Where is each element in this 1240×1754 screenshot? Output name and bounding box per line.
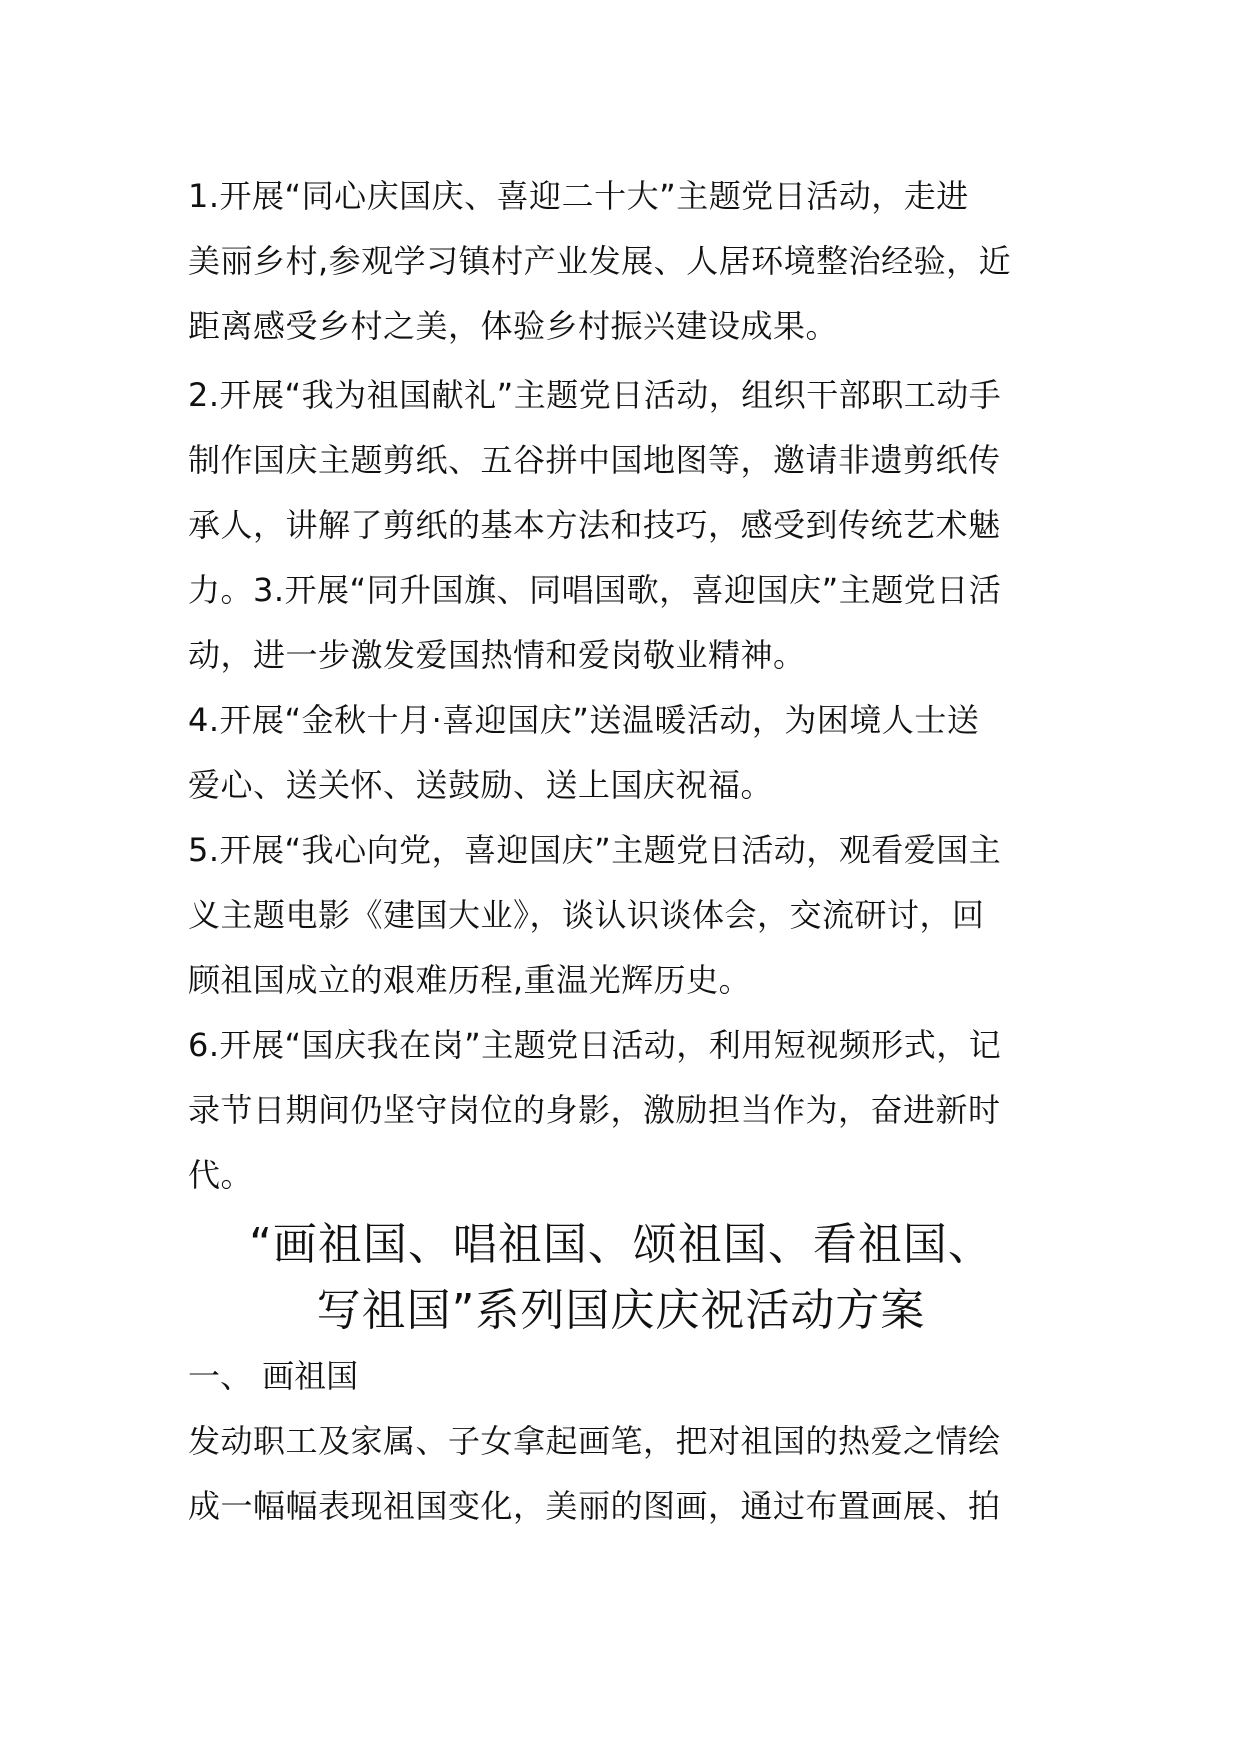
section-heading: 一、 画祖国	[188, 1357, 359, 1395]
text-line: 录节日期间仍坚守岗位的身影，激励担当作为，奋进新时	[188, 1091, 1001, 1129]
text-line: 制作国庆主题剪纸、五谷拼中国地图等，邀请非遗剪纸传	[188, 441, 1001, 479]
text-line: 承人，讲解了剪纸的基本方法和技巧，感受到传统艺术魅	[188, 506, 1001, 544]
paragraph-activity-5	[188, 818, 1058, 1013]
text-line: 2.开展“我为祖国献礼”主题党日活动，组织干部职工动手	[188, 376, 1002, 414]
text-line: 力。3.开展“同升国旗、同唱国歌，喜迎国庆”主题党日活	[188, 571, 1002, 609]
section-draw-motherland	[188, 1344, 1058, 1539]
paragraph-activity-2-3	[188, 363, 1058, 688]
document-page	[188, 164, 1058, 1539]
text-line: 1.开展“同心庆国庆、喜迎二十大”主题党日活动，走进	[188, 177, 969, 215]
paragraph-activity-4	[188, 688, 1058, 818]
text-line: 代。	[188, 1156, 254, 1194]
text-line: 顾祖国成立的艰难历程,重温光辉历史。	[188, 961, 752, 999]
text-line: 义主题电影《建国大业》，谈认识谈体会，交流研讨，回	[188, 896, 985, 934]
text-line: 距离感受乡村之美，体验乡村振兴建设成果。	[188, 307, 839, 345]
text-line: 5.开展“我心向党，喜迎国庆”主题党日活动，观看爱国主	[188, 831, 1002, 869]
text-line: 6.开展“国庆我在岗”主题党日活动，利用短视频形式，记	[188, 1026, 1002, 1064]
text-line: 爱心、送关怀、送鼓励、送上国庆祝福。	[188, 766, 774, 804]
text-line: 动，进一步激发爱国热情和爱岗敬业精神。	[188, 636, 806, 674]
paragraph-activity-6	[188, 1013, 1058, 1208]
title-line-1: “画祖国、唱祖国、颂祖国、看祖国、	[249, 1219, 993, 1270]
text-line: 发动职工及家属、子女拿起画笔，把对祖国的热爱之情绘	[188, 1422, 1001, 1460]
text-line: 美丽乡村,参观学习镇村产业发展、人居环境整治经验，近	[188, 242, 1012, 280]
title-line-2: 写祖国”系列国庆庆祝活动方案	[316, 1285, 926, 1336]
document-title	[188, 1212, 1058, 1344]
paragraph-activity-1	[188, 164, 1058, 359]
text-line: 4.开展“金秋十月·喜迎国庆”送温暖活动，为困境人士送	[188, 701, 980, 739]
text-line: 成一幅幅表现祖国变化，美丽的图画，通过布置画展、拍	[188, 1487, 1001, 1525]
